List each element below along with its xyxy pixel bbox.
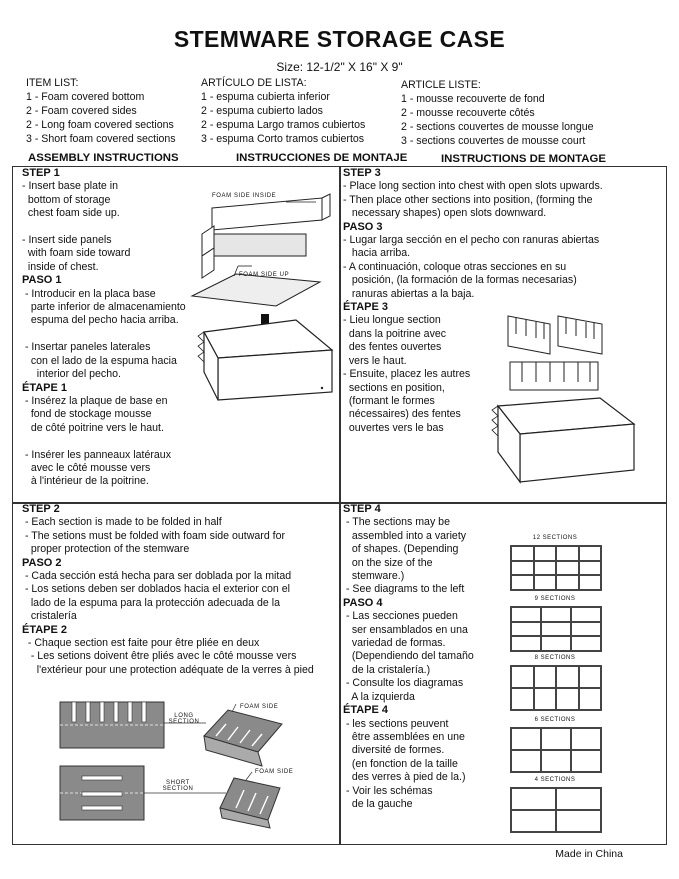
item-list-heading: ARTICLE LISTE: — [401, 79, 481, 91]
grid-cell — [511, 561, 534, 576]
instruction-line — [22, 221, 186, 234]
grid-cell — [556, 666, 579, 688]
grid-cell — [541, 622, 571, 637]
instruction-line: con el lado de la espuma hacia — [22, 354, 177, 367]
instruction-line: - Chaque section est faite pour être pliée en deux — [22, 637, 260, 650]
instruction-line: (formant le formes — [343, 394, 435, 407]
instruction-line: - Voir les schémas — [343, 784, 433, 797]
instruction-line: - Introducir en la placa base — [22, 287, 156, 300]
step-heading: PASO 3 — [343, 220, 383, 233]
made-in-label: Made in China — [555, 848, 623, 860]
grid-cell — [571, 607, 601, 622]
instruction-line: de côté poitrine vers le haut. — [22, 421, 164, 434]
grid-cell — [511, 546, 534, 561]
step3-diagram — [480, 306, 666, 502]
grid-cell — [579, 575, 602, 590]
instruction-line: de la cristalería.) — [343, 663, 431, 676]
grid-cell — [511, 728, 541, 750]
foam-side-label-2: FOAM SIDE — [255, 769, 294, 775]
grid-cell — [571, 728, 601, 750]
section-grid — [510, 665, 602, 711]
section-count-label: 4 SECTIONS — [534, 777, 576, 783]
instruction-line: diversité de formes. — [343, 744, 445, 757]
assembly-header-french: INSTRUCTIONS DE MONTAGE — [441, 153, 606, 165]
list-item: 1 - mousse recouverte de fond — [401, 93, 545, 105]
item-list-heading: ITEM LIST: — [26, 77, 79, 89]
instruction-line: variedad de formas. — [343, 637, 446, 650]
foam-side-label: FOAM SIDE — [240, 704, 279, 710]
section-count-label: 9 SECTIONS — [534, 596, 576, 602]
instruction-line: ouvertes vers le bas — [343, 421, 444, 434]
grid-cell — [556, 561, 579, 576]
instruction-line: cristalería — [22, 610, 77, 623]
item-list-french — [401, 78, 594, 148]
step-heading: ÉTAPE 1 — [22, 381, 68, 394]
grid-cell — [571, 750, 601, 772]
assembly-header-english: ASSEMBLY INSTRUCTIONS — [28, 152, 179, 164]
grid-cell — [579, 666, 602, 688]
instruction-line: inside of chest. — [22, 260, 99, 273]
instruction-line: l'extérieur pour une protection adéquate de la verres à pied — [22, 663, 314, 676]
long-section-label: LONG SECTION — [168, 713, 200, 725]
section-count-label: 8 SECTIONS — [534, 655, 576, 661]
grid-cell — [556, 788, 601, 810]
grid-cell — [534, 688, 557, 710]
grid-cell — [579, 688, 602, 710]
instruction-line: bottom of storage — [22, 193, 111, 206]
section-grid — [510, 787, 602, 833]
case-size: Size: 12-1/2" X 16" X 9" — [276, 60, 403, 74]
instruction-line: - Consulte los diagramas — [343, 677, 464, 690]
section-count-label: 6 SECTIONS — [534, 717, 576, 723]
grid-cell — [534, 666, 557, 688]
instruction-line: - Los setions deben ser doblados hacia el exterior con el — [22, 583, 290, 596]
step-heading: PASO 4 — [343, 596, 383, 609]
grid-cell — [511, 810, 556, 832]
grid-cell — [511, 575, 534, 590]
instruction-line: - Lugar larga sección en el pecho con ranuras abiertas — [343, 234, 600, 247]
foam-side-up-label: FOAM SIDE UP — [239, 272, 290, 278]
list-item: 3 - espuma Corto tramos cubiertos — [201, 133, 365, 145]
grid-cell — [556, 688, 579, 710]
instruction-line: à l'intérieur de la poitrine. — [22, 475, 149, 488]
grid-cell — [556, 575, 579, 590]
instruction-line: proper protection of the stemware — [22, 543, 190, 556]
instruction-line: de la gauche — [343, 797, 413, 810]
instruction-line: necessary shapes) open slots downward. — [343, 207, 547, 220]
instruction-line: A la izquierda — [343, 690, 415, 703]
list-item: 1 - Foam covered bottom — [26, 91, 145, 103]
instruction-line: dans la poitrine avec — [343, 327, 447, 340]
step-heading: ÉTAPE 2 — [22, 623, 68, 636]
instruction-line: stemware.) — [343, 570, 405, 583]
list-item: 1 - espuma cubierta inferior — [201, 91, 330, 103]
instruction-line: of shapes. (Depending — [343, 543, 459, 556]
grid-cell — [534, 575, 557, 590]
instruction-line: - A continuación, coloque otras secciones en su — [343, 260, 567, 273]
step-heading: STEP 3 — [343, 167, 381, 179]
step-heading: STEP 2 — [22, 503, 60, 515]
instruction-line: - Each section is made to be folded in half — [22, 516, 222, 529]
instruction-line: (Dependiendo del tamaño — [343, 650, 474, 663]
step-heading: PASO 1 — [22, 274, 62, 287]
grid-cell — [579, 546, 602, 561]
grid-cell — [511, 636, 541, 651]
step-heading: ÉTAPE 4 — [343, 704, 389, 717]
grid-cell — [511, 788, 556, 810]
grid-cell — [511, 688, 534, 710]
grid-cell — [571, 622, 601, 637]
grid-cell — [556, 546, 579, 561]
section-grid — [510, 545, 602, 591]
item-list-english — [26, 76, 176, 146]
step-heading: STEP 1 — [22, 167, 60, 179]
instruction-line: sections en position, — [343, 381, 445, 394]
instruction-line: nécessaires) des fentes — [343, 408, 461, 421]
item-list-spanish — [201, 76, 365, 146]
item-list-heading: ARTÍCULO DE LISTA: — [201, 77, 307, 89]
grid-cell — [541, 607, 571, 622]
section-grid — [510, 727, 602, 773]
list-item: 2 - espuma Largo tramos cubiertos — [201, 119, 366, 131]
instruction-line: des verres à pied de la.) — [343, 771, 466, 784]
short-section-label: SHORT SECTION — [162, 780, 194, 792]
instruction-line: posición, (la formación de la formas necesarias) — [343, 274, 577, 287]
instruction-line: - Insert base plate in — [22, 180, 118, 193]
instruction-line: - Then place other sections into position, (forming the — [343, 193, 593, 206]
assembly-header-spanish: INSTRUCCIONES DE MONTAJE — [236, 152, 408, 164]
instruction-line: - Les setions doivent être pliés avec le côté mousse vers — [22, 650, 297, 663]
step4-text — [343, 503, 474, 811]
instruction-line: with foam side toward — [22, 247, 131, 260]
instruction-line: ranuras abiertas a la baja. — [343, 287, 475, 300]
list-item: 2 - Long foam covered sections — [26, 119, 174, 131]
instruction-line — [22, 328, 186, 341]
instruction-line: espuma del pecho hacia arriba. — [22, 314, 179, 327]
step1-text — [22, 167, 186, 489]
instruction-line: parte inferior de almacenamiento — [22, 301, 186, 314]
step-heading: STEP 4 — [343, 503, 381, 515]
grid-cell — [541, 636, 571, 651]
step1-diagram — [176, 186, 340, 502]
instruction-line — [22, 435, 186, 448]
instruction-line: - See diagrams to the left — [343, 583, 465, 596]
instruction-line: fond de stockage mousse — [22, 408, 152, 421]
instruction-line: - Insérer les panneaux latéraux — [22, 448, 171, 461]
grid-cell — [511, 622, 541, 637]
instruction-line: - Cada sección está hecha para ser doblada por la mitad — [22, 570, 292, 583]
foam-side-inside-label: FOAM SIDE INSIDE — [212, 193, 277, 199]
list-item: 3 - sections couvertes de mousse court — [401, 135, 586, 147]
instruction-line: - les sections peuvent — [343, 717, 449, 730]
list-item: 2 - sections couvertes de mousse longue — [401, 121, 594, 133]
instruction-line: être assemblées en une — [343, 730, 465, 743]
step2-text — [22, 503, 314, 677]
instruction-line: interior del pecho. — [22, 368, 121, 381]
instruction-line: - Ensuite, placez les autres — [343, 368, 471, 381]
grid-cell — [541, 728, 571, 750]
list-item: 2 - mousse recouverte côtés — [401, 107, 535, 119]
instruction-line: - Insert side panels — [22, 234, 112, 247]
step-heading: ÉTAPE 3 — [343, 301, 389, 314]
instruction-line: assembled into a variety — [343, 529, 467, 542]
instruction-line: vers le haut. — [343, 354, 407, 367]
list-item: 3 - Short foam covered sections — [26, 133, 176, 145]
grid-cell — [511, 666, 534, 688]
instruction-line: - The sections may be — [343, 516, 450, 529]
instruction-line: - The setions must be folded with foam side outward for — [22, 529, 286, 542]
page-title: STEMWARE STORAGE CASE — [173, 26, 506, 52]
grid-cell — [511, 750, 541, 772]
instruction-line: on the size of the — [343, 556, 433, 569]
instruction-line: - Place long section into chest with open slots upwards. — [343, 180, 603, 193]
section-count-label: 12 SECTIONS — [532, 535, 578, 541]
grid-cell — [534, 561, 557, 576]
step-heading: PASO 2 — [22, 556, 62, 569]
instruction-line: lado de la espuma para la protección adecuada de la — [22, 596, 280, 609]
grid-cell — [534, 546, 557, 561]
instruction-line: hacia arriba. — [343, 247, 411, 260]
grid-cell — [571, 636, 601, 651]
section-grid — [510, 606, 602, 652]
instruction-line: - Las secciones pueden — [343, 610, 458, 623]
instruction-line: - Insertar paneles laterales — [22, 341, 151, 354]
grid-cell — [511, 607, 541, 622]
instruction-line: - Insérez la plaque de base en — [22, 394, 168, 407]
list-item: 2 - espuma cubierto lados — [201, 105, 323, 117]
grid-cell — [579, 561, 602, 576]
instruction-line: des fentes ouvertes — [343, 341, 442, 354]
grid-cell — [556, 810, 601, 832]
list-item: 2 - Foam covered sides — [26, 105, 137, 117]
grid-cell — [541, 750, 571, 772]
instruction-line: - Lieu longue section — [343, 314, 441, 327]
instruction-line: (en fonction de la taille — [343, 757, 458, 770]
instruction-line: ser ensamblados en una — [343, 623, 468, 636]
instruction-line: chest foam side up. — [22, 207, 120, 220]
instruction-line: avec le côté mousse vers — [22, 461, 151, 474]
